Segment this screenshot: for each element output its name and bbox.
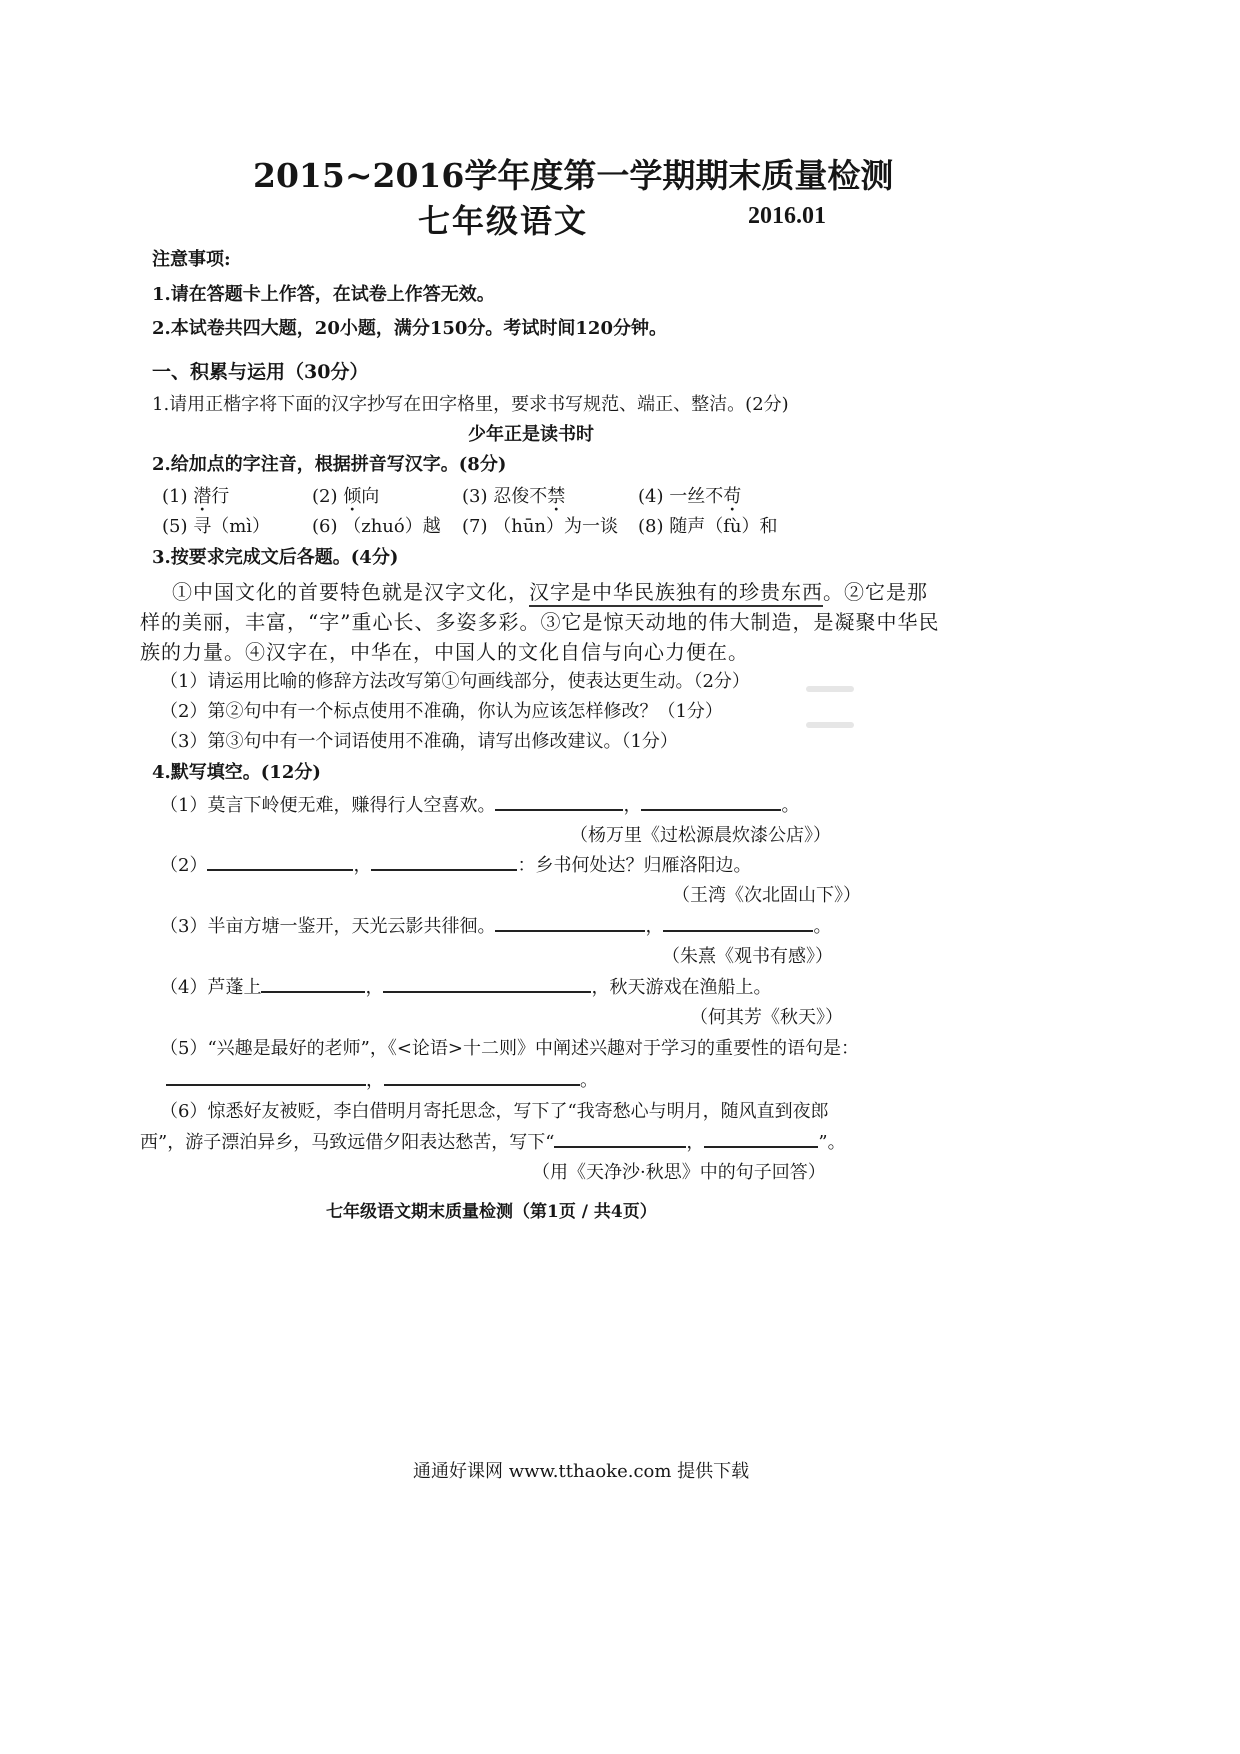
pinyin-item-6: (6) （zhuó）越 (312, 516, 441, 537)
recite-item-1: （1）莫言下岭便无难，赚得行人空喜欢。 ， 。 (160, 791, 799, 817)
answer-blank[interactable] (207, 851, 353, 871)
recite-source-2: （王湾《次北固山下》） (672, 885, 861, 906)
pinyin-item-3: (3) 忍俊不禁 (462, 486, 566, 507)
recite-item-5: （5）“兴趣是最好的老师”，《<论语>十二则》中阐述兴趣对于学习的重要性的语句是： (160, 1038, 860, 1059)
question-3: 3.按要求完成文后各题。(4分) (152, 547, 399, 568)
recite-item-5-answers: ， 。 (166, 1066, 598, 1092)
answer-blank[interactable] (641, 791, 781, 811)
pinyin-item-1: (1) 潜行 (162, 486, 230, 507)
page-footer: 七年级语文期末质量检测（第1页 / 共4页） (326, 1202, 657, 1222)
question-3-sub-2: （2）第②句中有一个标点使用不准确，你认为应该怎样修改？（1分） (160, 701, 723, 722)
question-1: 1.请用正楷字将下面的汉字抄写在田字格里，要求书写规范、端正、整洁。(2分) (152, 394, 789, 415)
answer-blank[interactable] (383, 973, 591, 993)
recite-item-2: （2） ， ：乡书何处达？归雁洛阳边。 (160, 851, 751, 877)
passage-line-2: 样的美丽，丰富，“字”重心长、多姿多彩。③它是惊天动地的伟大制造，是凝聚中华民 (140, 610, 940, 634)
exam-date: 2016.01 (748, 203, 826, 229)
recite-source-6: （用《天净沙·秋思》中的句子回答） (532, 1162, 826, 1183)
answer-blank[interactable] (384, 1066, 580, 1086)
section-heading: 一、积累与运用（30分） (152, 361, 369, 383)
question-3-sub-1: （1）请运用比喻的修辞方法改写第①句画线部分，使表达更生动。（2分） (160, 671, 750, 692)
answer-blank[interactable] (495, 791, 623, 811)
answer-blank[interactable] (166, 1066, 366, 1086)
answer-blank[interactable] (261, 973, 365, 993)
recite-source-3: （朱熹《观书有感》） (662, 946, 833, 967)
exam-subtitle: 七年级语文 (418, 202, 589, 240)
pinyin-item-2: (2) 倾向 (312, 486, 380, 507)
notice-item-2: 2.本试卷共四大题，20小题，满分150分。考试时间120分钟。 (152, 318, 667, 339)
pinyin-item-4: (4) 一丝不苟 (638, 486, 742, 507)
answer-blank[interactable] (495, 912, 645, 932)
recite-source-4: （何其芳《秋天》） (690, 1007, 843, 1028)
recite-source-1: （杨万里《过松源晨炊漆公店》） (570, 825, 831, 846)
answer-blank[interactable] (704, 1128, 818, 1148)
recite-item-6-line-2: 西”，游子漂泊异乡，马致远借夕阳表达愁苦，写下“ ， ”。 (140, 1128, 846, 1154)
question-2: 2.给加点的字注音，根据拼音写汉字。(8分) (152, 454, 507, 475)
recite-item-6-line-1: （6）惊悉好友被贬，李白借明月寄托思念，写下了“我寄愁心与明月，随风直到夜郎 (160, 1101, 829, 1122)
download-note: 通通好课网 www.tthaoke.com 提供下载 (413, 1461, 750, 1482)
exam-title: 2015~2016学年度第一学期期末质量检测 (253, 156, 894, 195)
notice-item-1: 1.请在答题卡上作答，在试卷上作答无效。 (152, 284, 495, 305)
pinyin-item-8: (8) 随声（fù）和 (638, 516, 778, 537)
question-4: 4.默写填空。(12分) (152, 762, 321, 783)
recite-item-3: （3）半亩方塘一鉴开，天光云影共徘徊。 ， 。 (160, 912, 831, 938)
question-3-sub-3: （3）第③句中有一个词语使用不准确，请写出修改建议。（1分） (160, 731, 678, 752)
pinyin-item-5: (5) 寻（mì） (162, 516, 271, 537)
copy-text: 少年正是读书时 (468, 424, 594, 445)
pinyin-item-7: (7) （hūn）为一谈 (462, 516, 619, 537)
answer-blank[interactable] (554, 1128, 686, 1148)
notice-heading: 注意事项: (152, 249, 231, 270)
answer-blank[interactable] (371, 851, 517, 871)
passage-line-1: ①中国文化的首要特色就是汉字文化，汉字是中华民族独有的珍贵东西。②它是那 (172, 576, 928, 605)
answer-blank[interactable] (663, 912, 813, 932)
recite-item-4: （4）芦蓬上 ， ，秋天游戏在渔船上。 (160, 973, 771, 999)
scan-smudge (806, 722, 854, 728)
underlined-phrase: 汉字是中华民族独有的珍贵东西 (529, 580, 823, 607)
scan-smudge (806, 686, 854, 692)
passage-line-3: 族的力量。④汉字在，中华在，中国人的文化自信与向心力便在。 (140, 640, 749, 664)
